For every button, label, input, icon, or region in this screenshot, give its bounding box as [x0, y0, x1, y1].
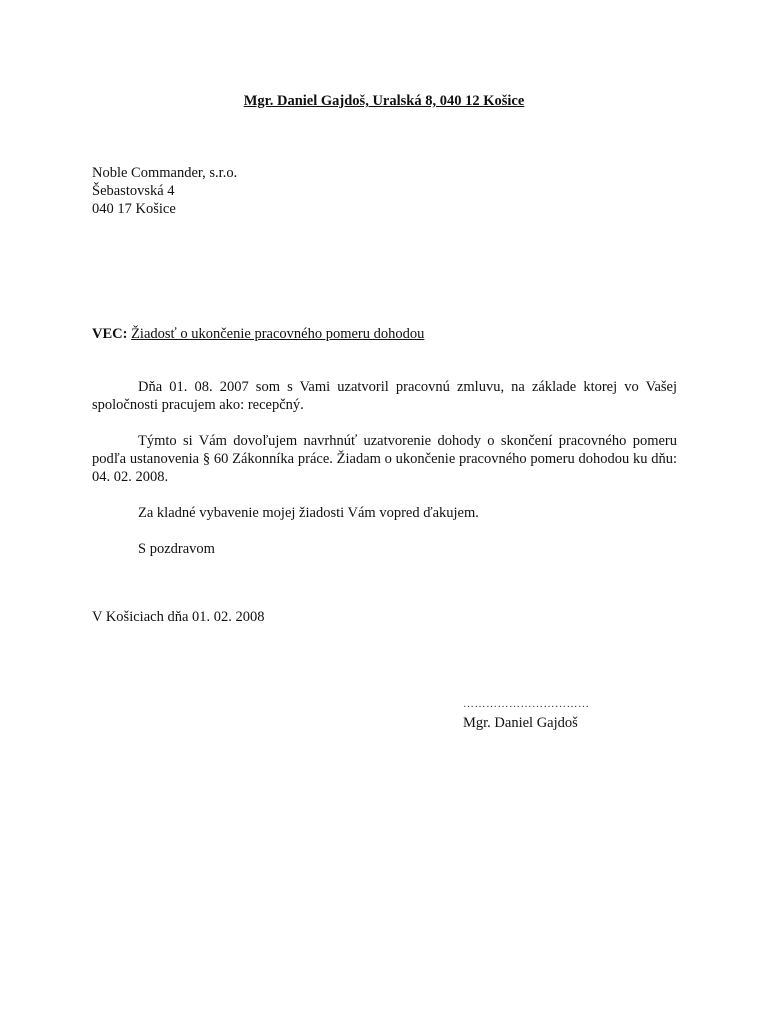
signature-line: ……………………………: [463, 698, 590, 710]
body-closing: S pozdravom: [138, 541, 215, 557]
sender-header: Mgr. Daniel Gajdoš, Uralská 8, 040 12 Košice: [243, 93, 525, 109]
body-paragraph-1: Dňa 01. 08. 2007 som s Vami uzatvoril pracovnú zmluvu, na základe ktorej vo Vašej spoločnosti pracujem ako: recepčný.: [92, 379, 677, 413]
place-date: V Košiciach dňa 01. 02. 2008: [92, 609, 265, 625]
recipient-address: [92, 164, 237, 218]
subject-line: [92, 325, 424, 343]
subject-text: Žiadosť o ukončenie pracovného pomeru dohodou: [131, 326, 425, 342]
recipient-city: 040 17 Košice: [92, 201, 176, 217]
signature-block: [463, 698, 590, 732]
recipient-street: Šebastovská 4: [92, 183, 175, 199]
letter-body: [92, 378, 677, 576]
subject-label: VEC:: [92, 326, 128, 342]
body-thanks: Za kladné vybavenie mojej žiadosti Vám vopred ďakujem.: [138, 505, 479, 521]
body-paragraph-2: Týmto si Vám dovoľujem navrhnúť uzatvorenie dohody o skončení pracovného pomeru podľa ustanovenia § 60 Zákonníka práce. Žiadam o ukončenie pracovného pomeru dohodou ku dňu: 04. 02. 2008.: [92, 433, 677, 485]
signature-name: Mgr. Daniel Gajdoš: [463, 715, 578, 731]
recipient-company: Noble Commander, s.r.o.: [92, 165, 238, 181]
